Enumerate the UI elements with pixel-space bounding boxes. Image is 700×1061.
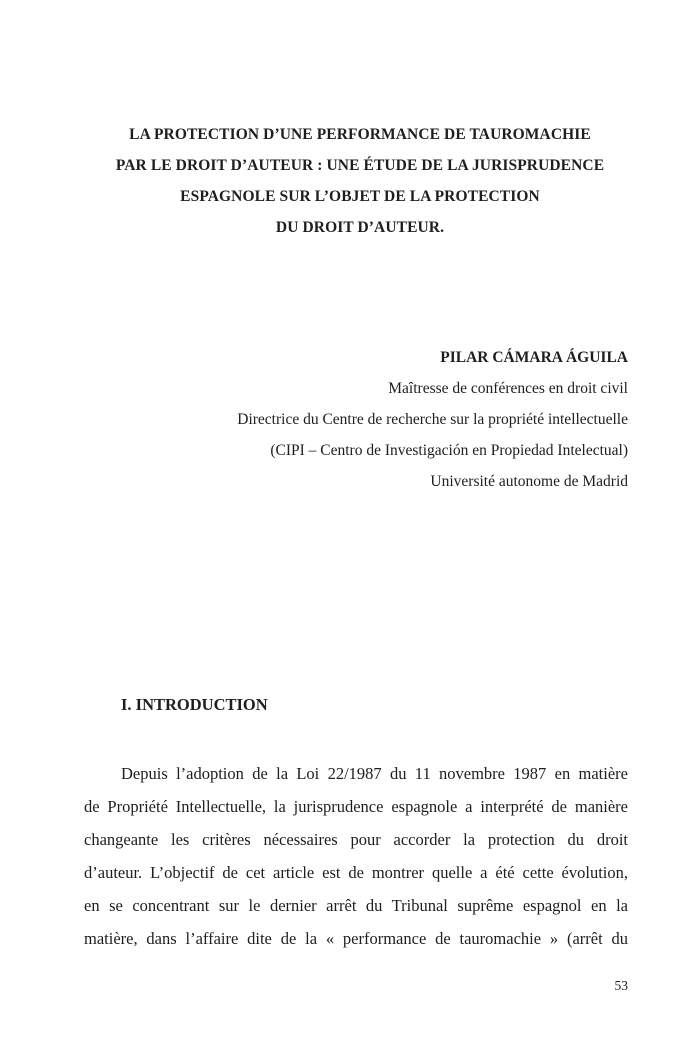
body-line: matière, dans l’affaire dite de la « performance de tauromachie » (arrêt du	[84, 929, 628, 948]
page-number: 53	[614, 978, 628, 993]
author-affiliation-line: (CIPI – Centro de Investigación en Propiedad Intelectual)	[270, 442, 628, 459]
document-title	[80, 119, 640, 243]
title-line: DU DROIT D’AUTEUR.	[275, 219, 445, 236]
author-affiliation-line: Université autonome de Madrid	[430, 473, 628, 490]
author-affiliation-line: Maîtresse de conférences en droit civil	[388, 380, 628, 397]
body-paragraph	[84, 757, 628, 955]
author-block	[68, 342, 628, 497]
title-line: ESPAGNOLE SUR L’OBJET DE LA PROTECTION	[180, 188, 540, 205]
author-affiliation-line: Directrice du Centre de recherche sur la propriété intellectuelle	[237, 411, 628, 428]
body-line: Depuis l’adoption de la Loi 22/1987 du 11 novembre 1987 en matière	[121, 764, 628, 783]
body-line: changeante les critères nécessaires pour accorder la protection du droit	[84, 830, 628, 849]
body-line: de Propriété Intellectuelle, la jurisprudence espagnole a interprété de manière	[84, 797, 628, 816]
title-line: PAR LE DROIT D’AUTEUR : UNE ÉTUDE DE LA JURISPRUDENCE	[115, 157, 605, 174]
body-line: en se concentrant sur le dernier arrêt du Tribunal suprême espagnol en la	[84, 896, 628, 915]
title-line: LA PROTECTION D’UNE PERFORMANCE DE TAUROMACHIE	[129, 126, 591, 143]
section-heading: I. INTRODUCTION	[121, 695, 268, 714]
author-name: PILAR CÁMARA ÁGUILA	[440, 349, 628, 366]
body-line: d’auteur. L’objectif de cet article est de montrer quelle a été cette évolution,	[84, 863, 628, 882]
